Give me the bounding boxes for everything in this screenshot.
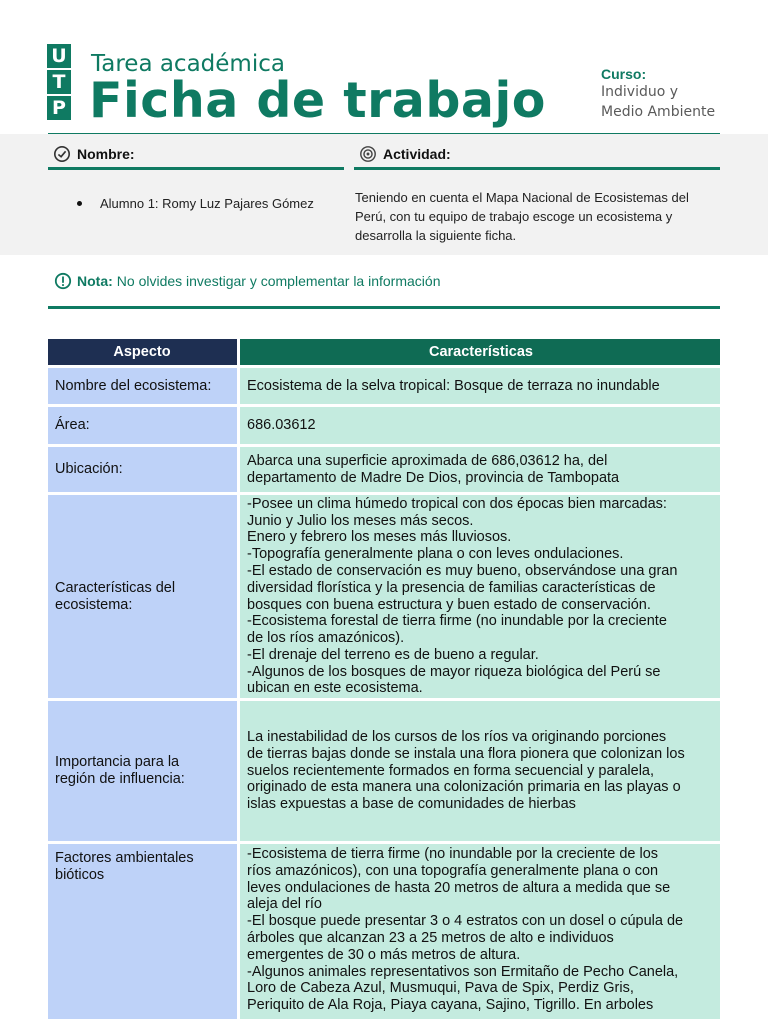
characteristics-line: ríos amazónicos), con una topografía generalmente plana o con [247, 862, 659, 879]
header-aspecto: Aspecto [48, 339, 237, 365]
characteristics-line: bosques con buena estructura y buen estado de conservación. [247, 596, 651, 613]
curso-block [601, 66, 741, 122]
aspect-text: Nombre del ecosistema: [55, 377, 212, 394]
aspect-text: Importancia para la [55, 754, 180, 770]
aspect-text: ecosistema: [55, 596, 133, 613]
characteristics-line: La inestabilidad de los cursos de los ríos va originando porciones [247, 729, 667, 745]
characteristics-line: -Ecosistema forestal de tierra firme (no inundable por la creciente [247, 613, 667, 630]
characteristics-line: de tierras bajas donde se instala una flora pionera que colonizan los [247, 745, 685, 762]
actividad-header [354, 140, 720, 170]
characteristics-line: -Topografía generalmente plana o con leves ondulaciones. [247, 546, 624, 563]
characteristics-line: Periquito de Ala Roja, Piaya cayana, Sajino, Tigrillo. En arboles [247, 997, 654, 1014]
characteristics-line: Enero y febrero los meses más lluviosos. [247, 529, 512, 546]
alumno-item [77, 196, 314, 211]
actividad-description [355, 188, 720, 245]
aspect-text: Ubicación: [55, 461, 123, 477]
utp-logo [47, 44, 71, 120]
table-row [48, 447, 720, 492]
characteristics-cell [240, 495, 720, 698]
actividad-line: Perú, con tu equipo de trabajo escoge un ecosistema y [355, 209, 673, 224]
aspect-cell [48, 368, 237, 404]
characteristics-line: originado de esta manera una colonización primaria en las playas o [247, 779, 681, 796]
table-row [48, 701, 720, 841]
characteristics-cell [240, 447, 720, 492]
characteristics-line: -El bosque puede presentar 3 o 4 estratos con un dosel o cúpula de [247, 913, 684, 930]
actividad-line: desarrolla la siguiente ficha. [355, 228, 517, 243]
aspect-cell [48, 447, 237, 492]
characteristics-line: -Posee un clima húmedo tropical con dos épocas bien marcadas: [247, 495, 667, 512]
nombre-label: Nombre: [77, 145, 135, 162]
characteristics-line: árboles que alcanzan 23 a 25 metros de alto e individuos [247, 929, 614, 946]
characteristics-line: -Ecosistema de tierra firme (no inundable por la creciente de los [247, 846, 659, 862]
exclamation-circle-icon [54, 272, 72, 290]
aspect-cell [48, 844, 237, 1019]
characteristics-line: suelos recientemente formados en forma secuencial y paralela, [247, 762, 655, 779]
logo-letter-t: T [47, 70, 71, 94]
actividad-line: Teniendo en cuenta el Mapa Nacional de Ecosistemas del [355, 190, 689, 205]
document-subtitle: Tarea académica [91, 51, 285, 77]
document-title: Ficha de trabajo [89, 72, 546, 129]
aspect-text: región de influencia: [55, 771, 185, 787]
characteristics-line: -Algunos de los bosques de mayor riqueza biológica del Perú se [247, 663, 661, 680]
aspect-cell [48, 495, 237, 698]
table-header-row [48, 339, 720, 365]
characteristics-line: 686.03612 [247, 417, 316, 434]
nota-text: No olvides investigar y complementar la información [116, 273, 441, 289]
characteristics-line: leves ondulaciones de hasta 20 metros de altura a medida que se [247, 879, 671, 896]
characteristics-cell [240, 701, 720, 841]
characteristics-line: -El estado de conservación es muy bueno, observándose una gran [247, 562, 678, 579]
characteristics-line: departamento de Madre De Dios, provincia de Tambopata [247, 469, 620, 486]
aspect-cell [48, 407, 237, 444]
nota-line [54, 272, 440, 290]
characteristics-line: aleja del río [247, 896, 322, 913]
characteristics-line: ubican en este ecosistema. [247, 680, 423, 697]
characteristics-line: Abarca una superficie aproximada de 686,03612 ha, del [247, 452, 608, 469]
curso-label: Curso: [601, 66, 647, 82]
ecosystem-table [48, 339, 720, 1022]
characteristics-line: de los ríos amazónicos). [247, 630, 405, 647]
aspect-text: Características del [55, 579, 176, 596]
characteristics-line: Junio y Julio los meses más secos. [247, 512, 474, 529]
aspect-cell [48, 701, 237, 841]
characteristics-line: diversidad florística y la presencia de familias características de [247, 579, 656, 596]
characteristics-line: islas expuestas a base de comunidades de hierbas [247, 796, 576, 813]
logo-letter-u: U [47, 44, 71, 68]
characteristics-cell [240, 407, 720, 444]
nota-divider [48, 306, 720, 309]
aspect-text: Área: [55, 417, 90, 433]
alumno-name: Alumno 1: Romy Luz Pajares Gómez [100, 196, 314, 211]
table-row [48, 495, 720, 698]
characteristics-line: -El drenaje del terreno es de bueno a regular. [247, 646, 539, 663]
curso-line-1: Individuo y [601, 84, 679, 100]
target-icon [359, 145, 377, 163]
table-row [48, 407, 720, 444]
characteristics-cell [240, 368, 720, 404]
characteristics-cell [240, 844, 720, 1019]
curso-line-2: Medio Ambiente [601, 104, 716, 120]
characteristics-line: Ecosistema de la selva tropical: Bosque de terraza no inundable [247, 377, 660, 394]
characteristics-line: Loro de Cabeza Azul, Musmuqui, Pava de Spix, Perdiz Gris, [247, 980, 634, 997]
bullet-icon [77, 201, 82, 206]
table-row [48, 844, 720, 1019]
logo-letter-p: P [47, 96, 71, 120]
actividad-label: Actividad: [383, 145, 451, 162]
aspect-text: Factores ambientales [55, 850, 194, 866]
characteristics-line: -Algunos animales representativos son Ermitaño de Pecho Canela, [247, 963, 679, 980]
header-caracteristicas: Características [240, 339, 720, 365]
nombre-header [48, 140, 344, 170]
check-circle-icon [53, 145, 71, 163]
table-row [48, 368, 720, 404]
characteristics-line: emergentes de 30 o más metros de altura. [247, 946, 521, 963]
nota-label: Nota: [77, 273, 113, 289]
aspect-text: bióticos [55, 867, 105, 883]
